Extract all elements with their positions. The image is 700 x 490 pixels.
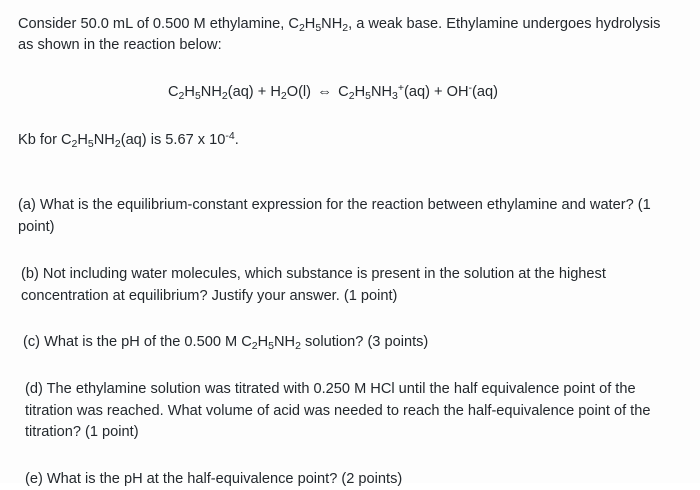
question-c: (c) What is the pH of the 0.500 M $C_2H_5NH_2$ solution? (3 points) (23, 333, 429, 352)
question-a-label: (a) (18, 197, 36, 214)
question-d (18, 379, 682, 443)
kb-value-text: (aq) is 5.67 x 10 (120, 131, 226, 148)
intro-paragraph (18, 14, 678, 57)
kb-value-line: Kb for $C_2H_5NH_2(aq)$ is 5.67 x $10^{-4}$. (18, 129, 239, 150)
intro-text-part2: , a weak base. Ethylamine undergoes hydrolysis as shown in the reaction below: (18, 16, 661, 54)
intro-text-h: H (304, 16, 316, 32)
question-e-text: What is the pH at the half-equivalence point? (2 points) (46, 470, 403, 487)
intro-sub-2: 5 (315, 21, 322, 34)
equilibrium-arrow-icon: ⇔ (317, 82, 333, 100)
equation-plus-2: + (434, 83, 443, 100)
question-d-text: The ethylamine solution was titrated with 0.250 M HCl until the half equivalence point of the titration was reached. What volume of acid was needed to reach the half-equivalence point of the titration? (1 point) (25, 381, 651, 441)
kb-sub-3: 2 (114, 137, 121, 150)
question-a-text: What is the equilibrium-constant expression for the reaction between ethylamine and water? (1 point) (18, 197, 651, 235)
question-b-text: Not including water molecules, which substance is present in the solution at the highest concentration at equilibrium? Justify your answer. (1 point) (21, 266, 606, 304)
equation-product-ethylammonium: $C_2H_5NH_3^+(aq)$ (338, 81, 430, 102)
question-c-text-post: solution? (3 points) (300, 333, 429, 350)
intro-text-nh: NH (321, 16, 343, 32)
question-c-sub-1: 2 (251, 339, 258, 352)
equation-plus-1: + (257, 83, 267, 100)
question-c-sub-2: 5 (268, 339, 274, 352)
intro-sub-1: 2 (298, 21, 305, 34)
kb-exponent: -4 (225, 129, 235, 142)
question-c-text-pre: What is the pH of the 0.500 M C (44, 333, 252, 350)
question-b-label: (b) (21, 266, 39, 283)
kb-period: . (234, 131, 239, 148)
intro-sub-3: 2 (342, 21, 349, 34)
equation-reactant-ethylamine: $C_2H_5NH_2(aq)$ (168, 83, 254, 102)
kb-sub-2: 5 (87, 137, 94, 150)
question-c-sub-3: 2 (295, 339, 301, 352)
kb-prefix: Kb for C (18, 131, 72, 148)
kb-sub-1: 2 (71, 137, 78, 150)
equation-reactant-water: $H_2O(l)$ (270, 83, 312, 102)
question-e-label: (e) (25, 470, 43, 487)
question-c-label: (c) (23, 333, 41, 350)
question-d-label: (d) (25, 381, 43, 398)
chemical-equation (18, 81, 682, 104)
equation-product-hydroxide: OH-(aq) (446, 81, 498, 100)
intro-text-part1: Consider 50.0 mL of 0.500 M ethylamine, C (18, 16, 299, 32)
question-e (18, 469, 682, 490)
question-b (18, 264, 682, 307)
question-a (18, 195, 682, 238)
